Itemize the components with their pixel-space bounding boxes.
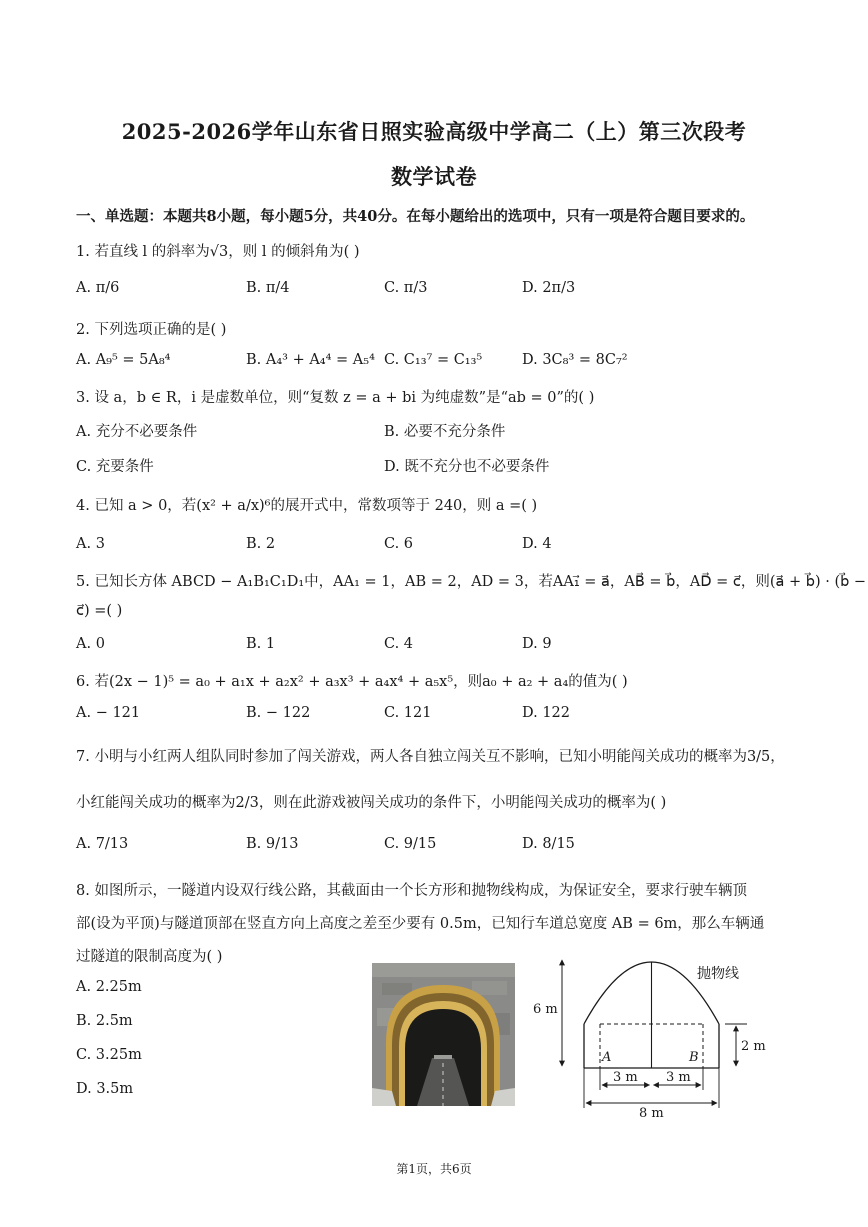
height-total-label: 6 m xyxy=(533,1002,558,1017)
q5-option-c: C. 4 xyxy=(384,636,414,652)
width-total-label: 8 m xyxy=(639,1106,664,1118)
q1-option-c: C. π/3 xyxy=(384,280,428,296)
page-footer: 第1页，共6页 xyxy=(396,1162,472,1176)
section-heading: 一、单选题：本题共8小题，每小题5分，共40分。在每小题给出的选项中，只有一项是符合题目要求的。 xyxy=(76,208,755,225)
question-8-stem: 8. 如图所示，一隧道内设双行线公路，其截面由一个长方形和抛物线构成，为保证安全，要求行驶车辆顶 xyxy=(76,883,747,899)
half-width-right-label: 3 m xyxy=(666,1070,691,1085)
q1-option-b: B. π/4 xyxy=(246,280,290,296)
q4-option-c: C. 6 xyxy=(384,536,414,552)
q4-option-d: D. 4 xyxy=(522,536,552,552)
question-5-stem-cont: c⃗) =( ) xyxy=(76,603,123,619)
q8-option-a: A. 2.25m xyxy=(76,979,142,995)
q6-option-d: D. 122 xyxy=(522,705,571,721)
question-3-stem: 3. 设 a，b ∈ R，i 是虚数单位，则“复数 z = a + bi 为纯虚数”是“ab = 0”的( ) xyxy=(76,390,595,406)
point-a-label: A xyxy=(602,1050,612,1065)
question-7-stem: 7. 小明与小红两人组队同时参加了闯关游戏，两人各自独立闯关互不影响，已知小明能闯关成功的概率为3/5， xyxy=(76,749,785,765)
question-8-stem-cont2: 过隧道的限制高度为( ) xyxy=(76,949,223,965)
question-5-stem: 5. 已知长方体 ABCD − A₁B₁C₁D₁中，AA₁ = 1，AB = 2，AD = 3，若AA₁⃗ = a⃗，AB⃗ = b⃗，AD⃗ = c⃗，则(a⃗ + b⃗) · (b⃗ − xyxy=(76,574,867,590)
question-8-stem-cont: 部(设为平顶)与隧道顶部在竖直方向上高度之差至少要有 0.5m，已知行车道总宽度 AB = 6m，那么车辆通 xyxy=(76,916,765,932)
question-7-stem-cont: 小红能闯关成功的概率为2/3，则在此游戏被闯关成功的条件下，小明能闯关成功的概率为( ) xyxy=(76,795,667,811)
q8-option-c: C. 3.25m xyxy=(76,1047,142,1063)
q6-option-a: A. − 121 xyxy=(76,705,141,721)
question-2-stem: 2. 下列选项正确的是( ) xyxy=(76,322,227,338)
q2-option-b: B. A₄³ + A₄⁴ = A₅⁴ xyxy=(246,352,375,368)
tunnel-cross-section-diagram xyxy=(525,948,775,1118)
q1-option-d: D. 2π/3 xyxy=(522,280,576,296)
question-6-stem: 6. 若(2x − 1)⁵ = a₀ + a₁x + a₂x² + a₃x³ + a₄x⁴ + a₅x⁵，则a₀ + a₂ + a₄的值为( ) xyxy=(76,674,628,690)
q2-option-c: C. C₁₃⁷ = C₁₃⁵ xyxy=(384,352,483,368)
q8-option-b: B. 2.5m xyxy=(76,1013,133,1029)
page-subtitle: 数学试卷 xyxy=(391,164,477,189)
q5-option-a: A. 0 xyxy=(76,636,105,652)
q1-option-a: A. π/6 xyxy=(76,280,120,296)
height-rect-label: 2 m xyxy=(741,1039,766,1054)
q2-option-a: A. A₉⁵ = 5A₈⁴ xyxy=(76,352,171,368)
q3-option-b: B. 必要不充分条件 xyxy=(384,424,506,440)
q7-option-a: A. 7/13 xyxy=(76,836,129,852)
q5-option-b: B. 1 xyxy=(246,636,276,652)
q7-option-d: D. 8/15 xyxy=(522,836,575,852)
question-4-stem: 4. 已知 a > 0，若(x² + a/x)⁶的展开式中，常数项等于 240，则 a =( ) xyxy=(76,498,538,514)
half-width-left-label: 3 m xyxy=(613,1070,638,1085)
q6-option-c: C. 121 xyxy=(384,705,432,721)
q3-option-a: A. 充分不必要条件 xyxy=(76,424,198,440)
q3-option-c: C. 充要条件 xyxy=(76,459,154,475)
q4-option-a: A. 3 xyxy=(76,536,105,552)
q7-option-c: C. 9/15 xyxy=(384,836,437,852)
q7-option-b: B. 9/13 xyxy=(246,836,299,852)
question-1-stem: 1. 若直线 l 的斜率为√3，则 l 的倾斜角为( ) xyxy=(76,244,360,260)
q5-option-d: D. 9 xyxy=(522,636,552,652)
q2-option-d: D. 3C₈³ = 8C₇² xyxy=(522,352,628,368)
q3-option-d: D. 既不充分也不必要条件 xyxy=(384,459,550,475)
q6-option-b: B. − 122 xyxy=(246,705,311,721)
q4-option-b: B. 2 xyxy=(246,536,276,552)
tunnel-photo xyxy=(372,963,515,1106)
parabola-label: 抛物线 xyxy=(697,966,739,982)
q8-option-d: D. 3.5m xyxy=(76,1081,134,1097)
page-title: 2025-2026学年山东省日照实验高级中学高二（上）第三次段考 xyxy=(121,119,747,144)
point-b-label: B xyxy=(689,1050,699,1065)
